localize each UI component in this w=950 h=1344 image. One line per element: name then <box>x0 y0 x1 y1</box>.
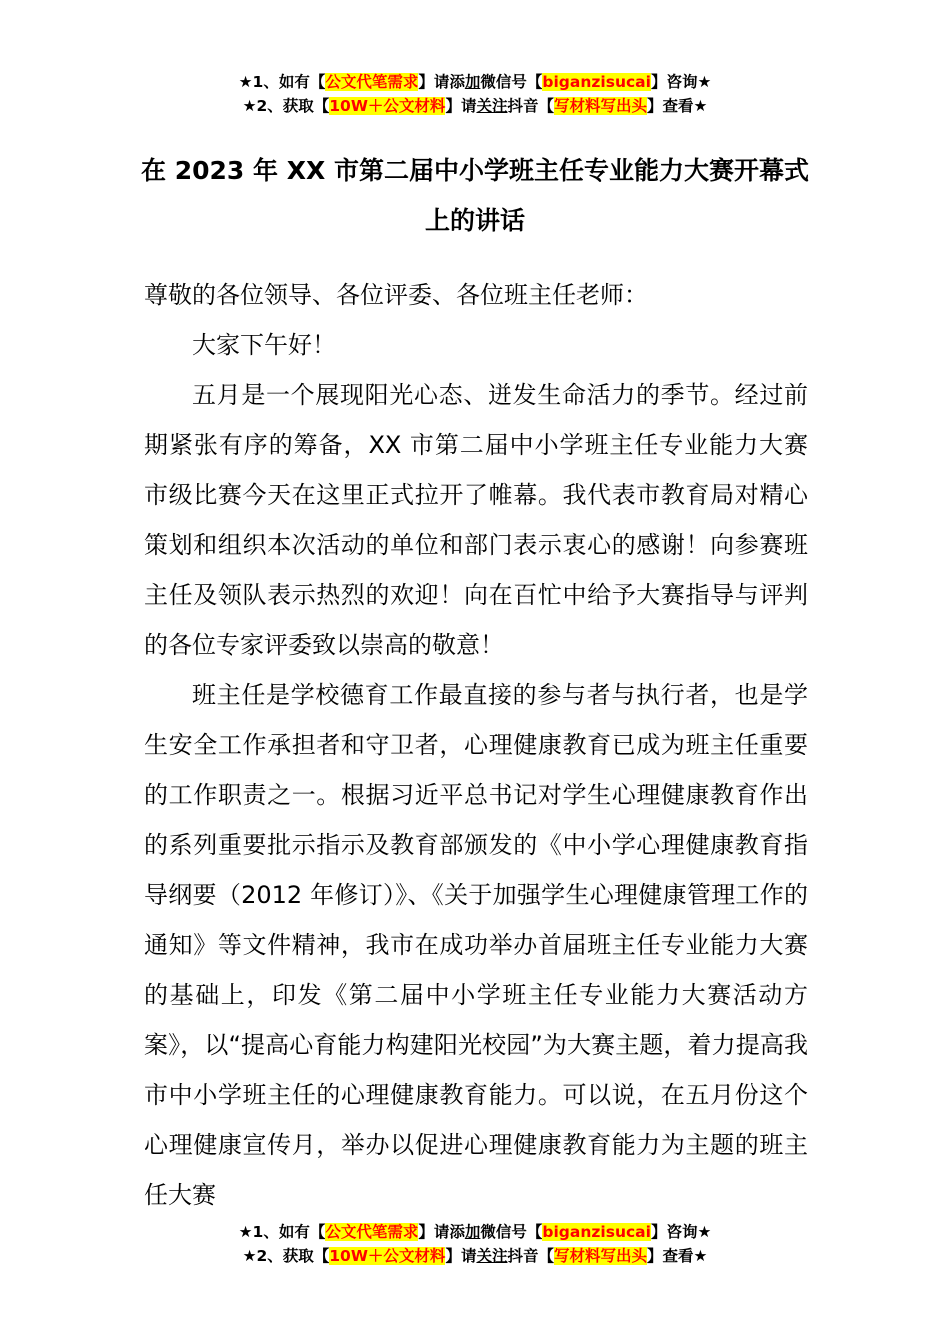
promo-underline: 关注 <box>476 97 508 115</box>
promo-underline: 加 <box>464 73 481 91</box>
promo-highlight: biganzisucai <box>542 1223 651 1241</box>
promo-text: 】请添 <box>418 73 465 91</box>
promo-highlight: 公文代笔需求 <box>325 1223 419 1241</box>
promo-line-2 <box>0 1244 950 1268</box>
promo-text: ★2、获取【 <box>242 1247 330 1265</box>
promo-highlight: 写材料写出头 <box>553 97 647 115</box>
promo-text: 】查看★ <box>647 1247 708 1265</box>
footer-promo-banner <box>0 1220 950 1268</box>
promo-text: 】咨询★ <box>650 1223 712 1241</box>
promo-line-1 <box>0 70 950 94</box>
promo-text: 】请 <box>445 1247 477 1265</box>
promo-highlight: biganzisucai <box>542 73 651 91</box>
header-promo-banner <box>0 70 950 118</box>
promo-text: 】请 <box>445 97 477 115</box>
document-body <box>144 270 808 1220</box>
promo-text: ★1、如有【 <box>238 1223 326 1241</box>
promo-text: 】查看★ <box>647 97 708 115</box>
promo-text: 】咨询★ <box>650 73 712 91</box>
promo-underline: 加 <box>464 1223 481 1241</box>
promo-text: 】请添 <box>418 1223 465 1241</box>
promo-line-1 <box>0 1220 950 1244</box>
body-paragraph: 五月是一个展现阳光心态、迸发生命活力的季节。经过前期紧张有序的筹备，XX 市第二届中小学班主任专业能力大赛市级比赛今天在这里正式拉开了帷幕。我代表市教育局对精心策划和组织本次活动的单位和部门表示衷心的感谢！向参赛班主任及领队表示热烈的欢迎！向在百忙中给予大赛指导与评判的各位专家评委致以崇高的敬意！ <box>144 381 808 659</box>
promo-text: 微信号【 <box>480 73 543 91</box>
document-title: 在 2023 年 XX 市第二届中小学班主任专业能力大赛开幕式上的讲话 <box>141 156 809 235</box>
promo-text: 微信号【 <box>480 1223 543 1241</box>
greeting: 大家下午好！ <box>192 331 336 359</box>
promo-highlight: 公文代笔需求 <box>325 73 419 91</box>
promo-text: ★1、如有【 <box>238 73 326 91</box>
promo-underline: 关注 <box>476 1247 508 1265</box>
promo-highlight: 写材料写出头 <box>553 1247 647 1265</box>
promo-text: 抖音【 <box>507 1247 554 1265</box>
promo-text: 抖音【 <box>507 97 554 115</box>
promo-highlight: 10W＋公文材料 <box>329 1247 446 1265</box>
promo-text: ★2、获取【 <box>242 97 330 115</box>
promo-highlight: 10W＋公文材料 <box>329 97 446 115</box>
body-paragraph: 班主任是学校德育工作最直接的参与者与执行者，也是学生安全工作承担者和守卫者，心理健康教育已成为班主任重要的工作职责之一。根据习近平总书记对学生心理健康教育作出的系列重要批示指示及教育部颁发的《中小学心理健康教育指导纲要（2012 年修订）》、《关于加强学生心理健康管理工作的通知》等文件精神，我市在成功举办首届班主任专业能力大赛的基础上，印发《第二届中小学班主任专业能力大赛活动方案》，以“提高心育能力构建阳光校园”为大赛主题，着力提高我市中小学班主任的心理健康教育能力。可以说，在五月份这个心理健康宣传月，举办以促进心理健康教育能力为主题的班主任大赛 <box>144 681 808 1209</box>
promo-line-2 <box>0 94 950 118</box>
salutation: 尊敬的各位领导、各位评委、各位班主任老师： <box>144 281 648 309</box>
